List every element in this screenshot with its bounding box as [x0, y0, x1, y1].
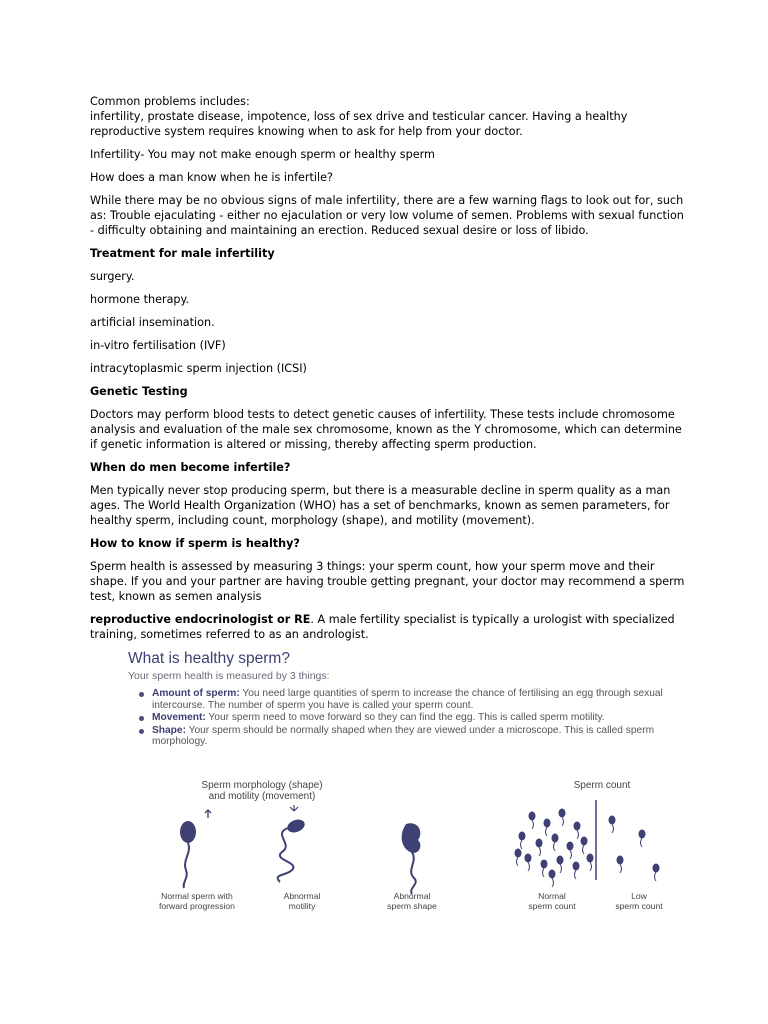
treatment-item: surgery.	[90, 270, 135, 283]
genetic-testing-body: Doctors may perform blood tests to detect genetic causes of infertility. These tests include chromosome analysis and evaluation of the male sex chromosome, known as the Y chromosome, which can determine if genetic information is altered or missing, thereby affecting sperm production.	[90, 408, 682, 451]
figure-list	[136, 688, 692, 749]
document-text	[90, 94, 690, 650]
when-infertile-body: Men typically never stop producing sperm, but there is a measurable decline in sperm quality as a man ages. The World Health Organization (WHO) has a set of benchmarks, known as semen parameters, for healthy sperm, including count, morphology (shape), and motility (movement).	[90, 484, 671, 527]
count-section-label: Sperm count	[573, 780, 631, 791]
genetic-testing-heading: Genetic Testing	[90, 385, 188, 398]
treatment-heading: Treatment for male infertility	[90, 247, 275, 260]
bullet-icon	[139, 692, 144, 697]
treatment-item: intracytoplasmic sperm injection (ICSI)	[90, 362, 307, 375]
normal-sperm-icon	[180, 810, 211, 888]
healthy-sperm-infographic	[122, 648, 692, 912]
treatment-item: in-vitro fertilisation (IVF)	[90, 339, 226, 352]
caption-normal-sperm: Normal sperm with forward progression	[159, 891, 235, 911]
bullet-icon	[139, 729, 144, 734]
healthy-sperm-body: Sperm health is assessed by measuring 3 things: your sperm count, how your sperm move and their shape. If you and your partner are having trouble getting pregnant, your doctor may recommend a sperm test, known as semen analysis	[90, 560, 685, 603]
figure-subtitle: Your sperm health is measured by 3 things:	[128, 670, 330, 682]
common-problems-body: infertility, prostate disease, impotence, loss of sex drive and testicular cancer. Having a healthy reproductive system requires knowing when to ask for help from your doctor.	[90, 110, 628, 138]
when-infertile-heading: When do men become infertile?	[90, 461, 291, 474]
caption-abnormal-shape: Abnormal sperm shape	[387, 891, 437, 911]
healthy-sperm-heading: How to know if sperm is healthy?	[90, 537, 300, 550]
figure-list-item: Movement: Your sperm need to move forward so they can find the egg. This is called sperm motility.	[136, 712, 692, 724]
how-know-question: How does a man know when he is infertile?	[90, 171, 333, 184]
figure-list-item: Amount of sperm: You need large quantities of sperm to increase the chance of fertilising an egg through sexual intercourse. The number of sperm you have is called your sperm count.	[136, 688, 692, 711]
specialist-term: reproductive endocrinologist or RE	[90, 613, 311, 626]
normal-count-cluster-icon	[515, 809, 593, 887]
infertility-line: Infertility- You may not make enough sperm or healthy sperm	[90, 148, 435, 161]
abnormal-shape-icon	[402, 823, 421, 894]
low-count-cluster-icon	[609, 816, 659, 881]
caption-normal-count: Normal sperm count	[528, 891, 576, 911]
figure-list-item: Shape: Your sperm should be normally shaped when they are viewed under a microscope. This is called sperm morphology.	[136, 725, 692, 748]
bullet-icon	[139, 716, 144, 721]
common-problems-heading: Common problems includes:	[90, 95, 250, 108]
specialist-text: . A male fertility specialist is typically a urologist with specialized training, sometimes referred to as an andrologist.	[90, 613, 675, 641]
caption-low-count: Low sperm count	[615, 891, 663, 911]
morphology-section-label: Sperm morphology (shape) and motility (movement)	[201, 780, 323, 802]
specialist-paragraph	[90, 612, 690, 642]
figure-title: What is healthy sperm?	[128, 650, 290, 667]
treatment-item: hormone therapy.	[90, 293, 190, 306]
caption-abnormal-motility: Abnormal motility	[283, 891, 321, 911]
abnormal-motility-icon	[278, 805, 307, 882]
warning-signs-paragraph: While there may be no obvious signs of male infertility, there are a few warning flags to look out for, such as: Trouble ejaculating - either no ejaculation or very low volume of semen. Problems with sexual function - difficulty obtaining and maintaining an erection. Reduced sexual desire or loss of libido.	[90, 194, 684, 237]
treatment-item: artificial insemination.	[90, 316, 215, 329]
